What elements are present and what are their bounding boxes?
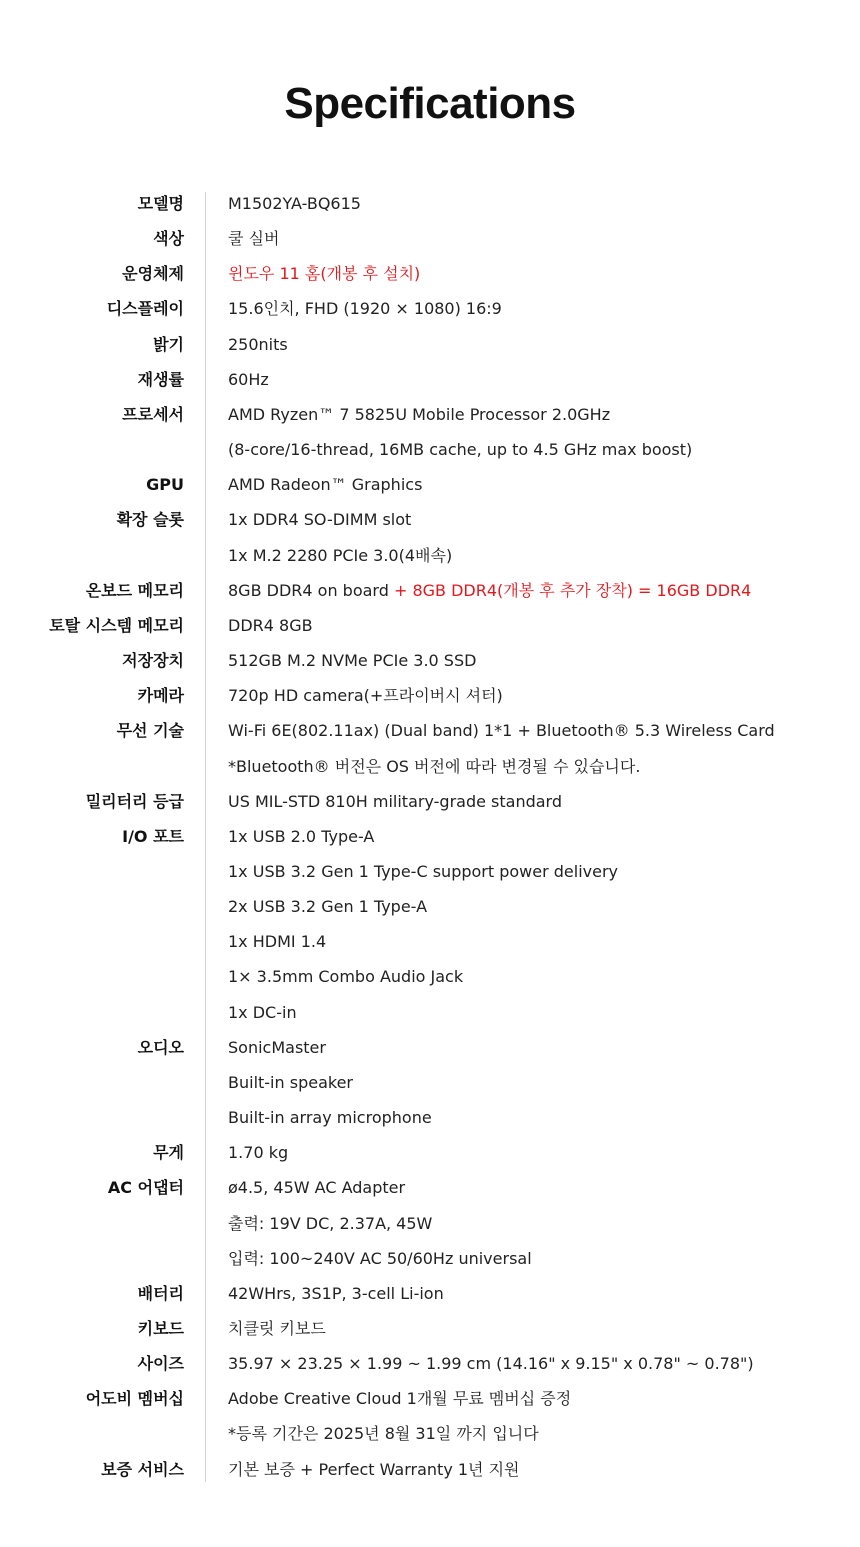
spec-value-text: 입력: 100~240V AC 50/60Hz universal: [228, 1248, 532, 1268]
spec-row: [0, 1170, 860, 1275]
spec-value-text: 1.70 kg: [228, 1143, 289, 1163]
spec-values: [228, 1381, 860, 1451]
spec-values: [228, 784, 860, 819]
spec-row: [0, 573, 860, 608]
spec-value-line: [228, 1346, 860, 1381]
spec-values: [228, 327, 860, 362]
spec-row: [0, 784, 860, 819]
spec-values: [228, 573, 860, 608]
spec-value-text: ø4.5, 45W AC Adapter: [228, 1178, 406, 1198]
spec-values: [228, 1170, 860, 1275]
spec-row: [0, 713, 860, 783]
spec-value-line: [228, 1135, 860, 1170]
spec-table: [0, 186, 860, 1487]
spec-row: [0, 1346, 860, 1381]
spec-label: 색상: [153, 229, 184, 249]
spec-value-line: [228, 1381, 860, 1416]
spec-value-text: AMD Ryzen™ 7 5825U Mobile Processor 2.0GHz: [228, 404, 611, 424]
spec-values: [228, 397, 860, 467]
spec-value-line: [228, 1452, 860, 1487]
spec-label: 무선 기술: [116, 721, 184, 741]
spec-row: [0, 256, 860, 291]
spec-value-text: 15.6인치, FHD (1920 × 1080) 16:9: [228, 299, 502, 319]
spec-value-text: SonicMaster: [228, 1037, 326, 1057]
spec-value-highlight: 윈도우 11 홈(개봉 후 설치): [228, 264, 421, 284]
spec-row: [0, 1311, 860, 1346]
spec-value-line: [228, 573, 860, 608]
spec-value-text: Wi-Fi 6E(802.11ax) (Dual band) 1*1 + Bluetooth® 5.3 Wireless Card: [228, 721, 775, 741]
spec-label: I/O 포트: [122, 826, 184, 846]
spec-value-text: M1502YA-BQ615: [228, 194, 361, 213]
spec-value-line: [228, 1170, 860, 1205]
spec-value-line: [228, 643, 860, 678]
spec-value-line: [228, 1030, 860, 1065]
spec-value-text: 1x DDR4 SO-DIMM slot: [228, 510, 412, 530]
spec-value-text: 42WHrs, 3S1P, 3-cell Li-ion: [228, 1283, 444, 1303]
spec-row: [0, 819, 860, 1030]
spec-value-line: [228, 854, 860, 889]
spec-value-line: [228, 291, 860, 326]
spec-row: [0, 291, 860, 326]
spec-label: 어도비 멤버십: [85, 1389, 184, 1409]
spec-values: [228, 502, 860, 572]
spec-value-text: DDR4 8GB: [228, 615, 313, 635]
spec-label: 확장 슬롯: [116, 510, 184, 530]
spec-value-text: *등록 기간은 2025년 8월 31일 까지 입니다: [228, 1424, 539, 1444]
spec-value-line: [228, 784, 860, 819]
spec-row: [0, 1381, 860, 1451]
spec-label: 모델명: [137, 194, 184, 213]
spec-value-line: [228, 1276, 860, 1311]
spec-value-line: [228, 959, 860, 994]
spec-value-line: [228, 608, 860, 643]
spec-row: [0, 1030, 860, 1135]
spec-row: [0, 1135, 860, 1170]
page-title: Specifications: [284, 79, 576, 128]
spec-values: [228, 713, 860, 783]
spec-value-line: [228, 362, 860, 397]
spec-value-text: 8GB DDR4 on board: [228, 580, 394, 600]
spec-value-text: 720p HD camera(+프라이버시 셔터): [228, 686, 503, 706]
spec-value-line: [228, 221, 860, 256]
spec-values: [228, 1135, 860, 1170]
spec-values: [228, 467, 860, 502]
spec-label: 재생률: [137, 369, 184, 389]
spec-values: [228, 819, 860, 1030]
spec-value-text: 1x USB 2.0 Type-A: [228, 826, 375, 846]
spec-values: [228, 256, 860, 291]
spec-value-line: [228, 995, 860, 1030]
spec-label: 카메라: [137, 686, 184, 706]
spec-value-text: *Bluetooth® 버전은 OS 버전에 따라 변경될 수 있습니다.: [228, 756, 641, 776]
spec-value-line: [228, 1241, 860, 1276]
spec-value-text: US MIL-STD 810H military-grade standard: [228, 791, 563, 811]
spec-values: [228, 362, 860, 397]
spec-value-text: 1x M.2 2280 PCIe 3.0(4배속): [228, 545, 453, 565]
spec-label: 키보드: [137, 1319, 184, 1338]
spec-row: [0, 643, 860, 678]
spec-label: 토탈 시스템 메모리: [49, 615, 184, 635]
spec-values: [228, 1276, 860, 1311]
spec-value-text: 1x HDMI 1.4: [228, 932, 327, 952]
spec-value-text: Built-in array microphone: [228, 1108, 432, 1128]
spec-value-text: 기본 보증 + Perfect Warranty 1년 지원: [228, 1459, 520, 1479]
spec-label: 배터리: [137, 1283, 184, 1303]
spec-row: [0, 1452, 860, 1487]
spec-value-text: 치클릿 키보드: [228, 1319, 326, 1338]
spec-value-line: [228, 678, 860, 713]
spec-value-line: [228, 1206, 860, 1241]
spec-value-highlight: + 8GB DDR4(개봉 후 추가 장착) = 16GB DDR4: [393, 580, 752, 600]
spec-values: [228, 1452, 860, 1487]
spec-values: [228, 678, 860, 713]
spec-label: 디스플레이: [106, 299, 184, 319]
spec-value-line: [228, 924, 860, 959]
spec-row: [0, 678, 860, 713]
spec-row: [0, 186, 860, 221]
spec-value-text: (8-core/16-thread, 16MB cache, up to 4.5 GHz max boost): [228, 440, 693, 460]
spec-values: [228, 291, 860, 326]
spec-value-text: Built-in speaker: [228, 1072, 353, 1092]
spec-row: [0, 608, 860, 643]
spec-values: [228, 643, 860, 678]
spec-value-line: [228, 327, 860, 362]
spec-label: AC 어댑터: [107, 1178, 184, 1198]
spec-value-text: 250nits: [228, 334, 288, 354]
spec-value-text: 1× 3.5mm Combo Audio Jack: [228, 967, 464, 987]
spec-label: 사이즈: [137, 1354, 184, 1374]
spec-value-line: [228, 186, 860, 221]
spec-value-text: 35.97 × 23.25 × 1.99 ~ 1.99 cm (14.16" x 9.15" x 0.78" ~ 0.78"): [228, 1354, 754, 1374]
spec-row: [0, 467, 860, 502]
spec-values: [228, 186, 860, 221]
spec-row: [0, 362, 860, 397]
spec-row: [0, 327, 860, 362]
spec-value-line: [228, 397, 860, 432]
spec-value-text: 512GB M.2 NVMe PCIe 3.0 SSD: [228, 651, 477, 671]
spec-value-text: 2x USB 3.2 Gen 1 Type-A: [228, 897, 428, 917]
spec-value-line: [228, 502, 860, 537]
spec-value-text: 쿨 실버: [228, 229, 280, 249]
spec-value-text: 60Hz: [228, 369, 269, 389]
spec-label: GPU: [146, 475, 184, 495]
spec-value-line: [228, 1100, 860, 1135]
spec-value-line: [228, 1065, 860, 1100]
spec-value-text: Adobe Creative Cloud 1개월 무료 멤버십 증정: [228, 1389, 572, 1409]
spec-value-line: [228, 819, 860, 854]
spec-value-line: [228, 749, 860, 784]
spec-label: 밀리터리 등급: [85, 791, 184, 811]
spec-values: [228, 1346, 860, 1381]
spec-row: [0, 221, 860, 256]
spec-label: 프로세서: [122, 404, 184, 424]
spec-label: 온보드 메모리: [85, 580, 184, 600]
spec-label: 운영체제: [122, 264, 184, 284]
spec-value-line: [228, 1311, 860, 1346]
spec-value-line: [228, 713, 860, 748]
spec-values: [228, 1311, 860, 1346]
spec-label: 오디오: [137, 1037, 184, 1057]
spec-value-text: AMD Radeon™ Graphics: [228, 475, 423, 495]
spec-value-line: [228, 432, 860, 467]
spec-value-text: 1x USB 3.2 Gen 1 Type-C support power delivery: [228, 861, 619, 881]
spec-row: [0, 1276, 860, 1311]
spec-label: 무게: [153, 1143, 184, 1163]
spec-row: [0, 397, 860, 467]
spec-value-line: [228, 538, 860, 573]
spec-label: 보증 서비스: [101, 1459, 184, 1479]
spec-values: [228, 1030, 860, 1135]
spec-value-text: 1x DC-in: [228, 1002, 297, 1022]
spec-value-line: [228, 1416, 860, 1451]
spec-values: [228, 608, 860, 643]
spec-values: [228, 221, 860, 256]
spec-value-text: 출력: 19V DC, 2.37A, 45W: [228, 1213, 433, 1233]
spec-label: 밝기: [153, 334, 184, 354]
spec-value-line: [228, 889, 860, 924]
spec-value-line: [228, 467, 860, 502]
spec-row: [0, 502, 860, 572]
spec-label: 저장장치: [122, 651, 184, 671]
spec-value-line: [228, 256, 860, 291]
